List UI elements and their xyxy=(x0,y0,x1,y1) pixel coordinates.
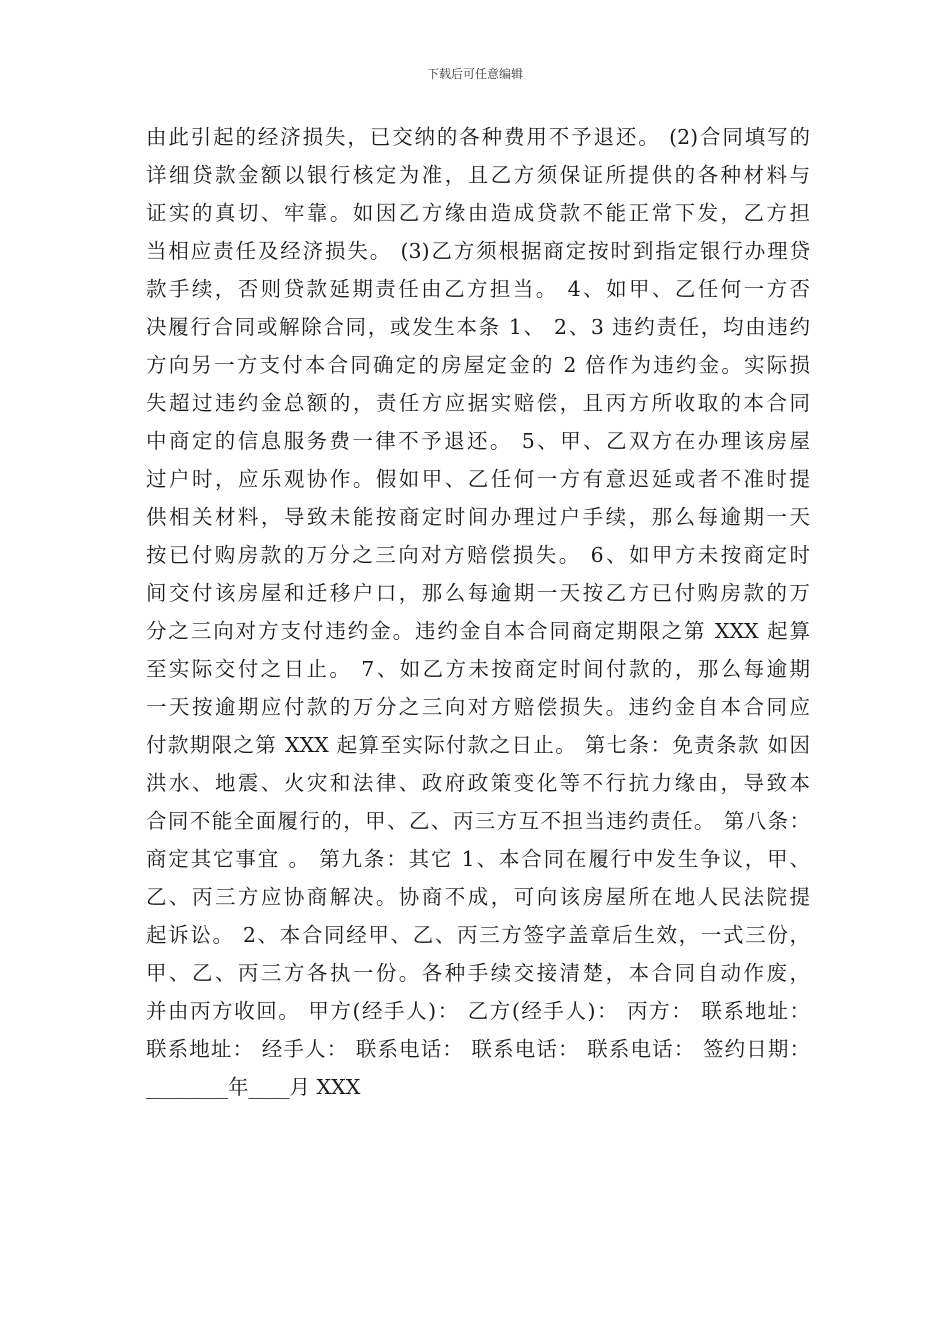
text-line: 方向另一方支付本合同确定的房屋定金的 2 倍作为违约金。实际损 xyxy=(146,353,810,377)
contract-body xyxy=(146,118,810,1106)
text-line: 由此引起的经济损失，已交纳的各种费用不予退还。 (2)合同填写的 xyxy=(146,125,810,149)
text-line: 至实际交付之日止。 7、如乙方未按商定时间付款的，那么每逾期 xyxy=(146,657,810,681)
text-line: 合同不能全面履行的，甲、乙、丙三方互不担当违约责任。 第八条： xyxy=(146,809,810,833)
text-line: 证实的真切、牢靠。如因乙方缘由造成贷款不能正常下发，乙方担 xyxy=(146,201,810,225)
text-line: 商定其它事宜 。 第九条：其它 1、本合同在履行中发生争议，甲、 xyxy=(146,847,810,871)
text-line: 甲、乙、丙三方各执一份。各种手续交接清楚，本合同自动作废， xyxy=(146,961,810,985)
text-line: 付款期限之第 XXX 起算至实际付款之日止。 第七条：免责条款 如因 xyxy=(146,733,810,757)
text-line: 联系地址： 经手人： 联系电话： 联系电话： 联系电话： 签约日期： xyxy=(146,1037,810,1061)
text-line: 失超过违约金总额的，责任方应据实赔偿，且丙方所收取的本合同 xyxy=(146,391,810,415)
text-line: 并由丙方收回。 甲方(经手人)： 乙方(经手人)： 丙方： 联系地址： xyxy=(146,999,810,1023)
text-line: 中商定的信息服务费一律不予退还。 5、甲、乙双方在办理该房屋 xyxy=(146,429,810,453)
text-line: 款手续，否则贷款延期责任由乙方担当。 4、如甲、乙任何一方否 xyxy=(146,277,810,301)
text-line: 起诉讼。 2、本合同经甲、乙、丙三方签字盖章后生效，一式三份， xyxy=(146,923,810,947)
text-line: 洪水、地震、火灾和法律、政府政策变化等不行抗力缘由，导致本 xyxy=(146,771,810,795)
text-line: 一天按逾期应付款的万分之三向对方赔偿损失。违约金自本合同应 xyxy=(146,695,810,719)
text-line: 间交付该房屋和迁移户口，那么每逾期一天按乙方已付购房款的万 xyxy=(146,581,810,605)
signature-date-line: ________年____月 XXX xyxy=(146,1075,361,1099)
text-line: 按已付购房款的万分之三向对方赔偿损失。 6、如甲方未按商定时 xyxy=(146,543,810,567)
text-line: 供相关材料，导致未能按商定时间办理过户手续，那么每逾期一天 xyxy=(146,505,810,529)
text-line: 当相应责任及经济损失。 (3)乙方须根据商定按时到指定银行办理贷 xyxy=(146,239,810,263)
text-line: 乙、丙三方应协商解决。协商不成，可向该房屋所在地人民法院提 xyxy=(146,885,810,909)
page-header: 下载后可任意编辑 xyxy=(426,67,523,81)
text-line: 详细贷款金额以银行核定为准，且乙方须保证所提供的各种材料与 xyxy=(146,163,810,187)
text-line: 决履行合同或解除合同，或发生本条 1、 2、3 违约责任，均由违约 xyxy=(146,315,810,339)
text-line: 过户时，应乐观协作。假如甲、乙任何一方有意迟延或者不准时提 xyxy=(146,467,810,491)
text-line: 分之三向对方支付违约金。违约金自本合同商定期限之第 XXX 起算 xyxy=(146,619,810,643)
